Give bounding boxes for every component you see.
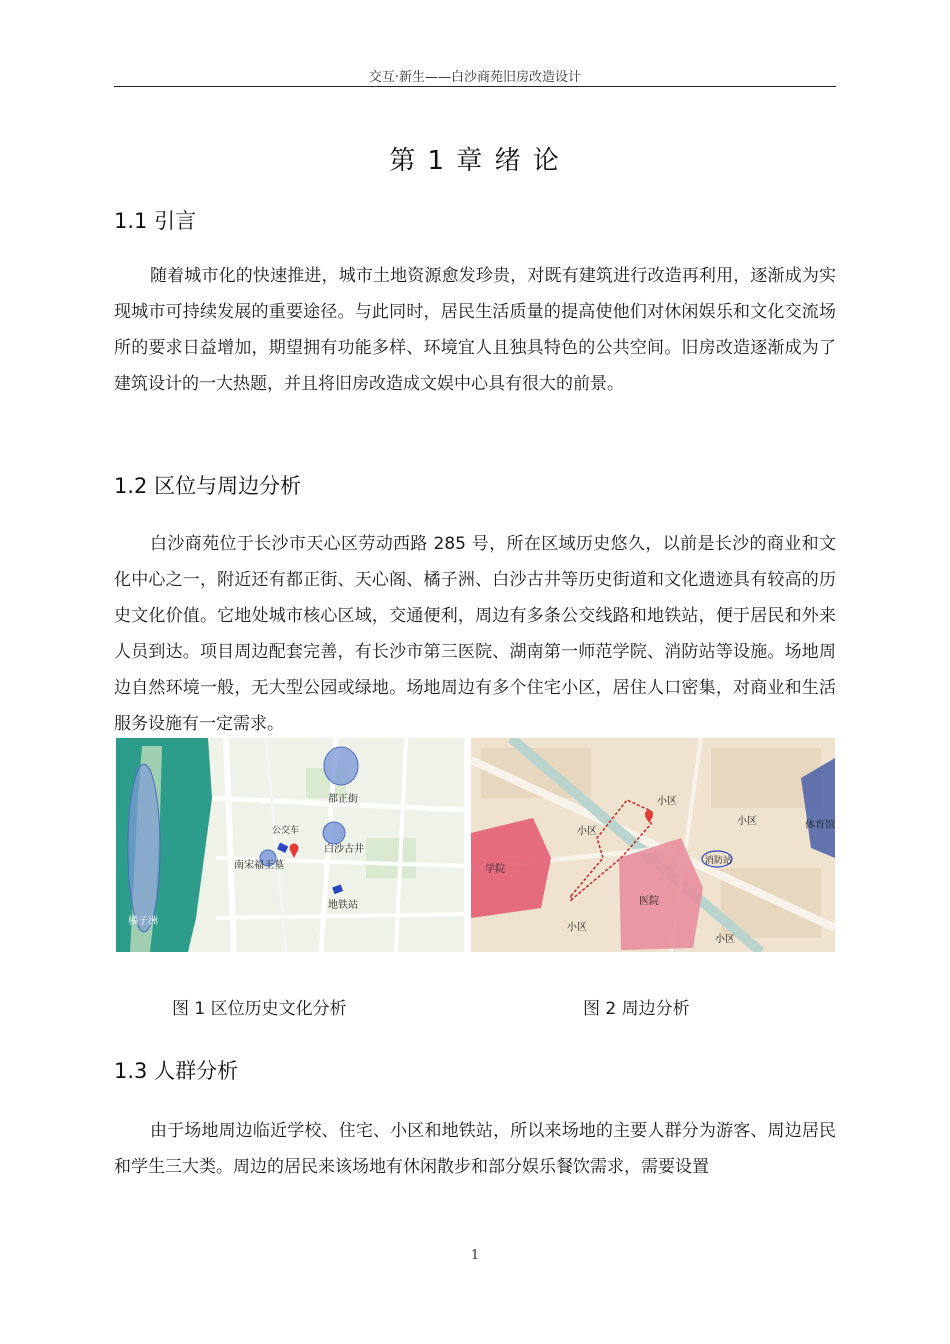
- label-xiaoqu-left: 小区: [577, 826, 597, 837]
- running-header: 交互·新生——白沙商苑旧房改造设计: [368, 70, 582, 85]
- header-rule: [114, 86, 836, 87]
- label-nansong-tomb: 南宋福王墓: [234, 860, 284, 871]
- section-heading-1-2: 1.2 区位与周边分析: [114, 474, 302, 498]
- paragraph-location-analysis: 白沙商苑位于长沙市天心区劳动西路 285 号，所在区域历史悠久，以前是长沙的商业和文化中心之一，附近还有都正街、天心阁、橘子洲、白沙古井等历史街道和文化遗迹具有较高的历史文化价值。它地处城市核心区域，交通便利，周边有多条公交线路和地铁站，便于居民和外来人员到达。项目周边配套完善，有长沙市第三医院、湖南第一师范学院、消防站等设施。场地周边自然环境一般，无大型公园或绿地。场地周边有多个住宅小区，居住人口密集，对商业和生活服务设施有一定需求。: [114, 534, 836, 734]
- juzizhou-highlight: [128, 764, 160, 932]
- label-school: 学院: [485, 864, 505, 875]
- chapter-title: 第 1 章 绪 论: [389, 146, 561, 176]
- section-heading-1-1: 1.1 引言: [114, 209, 197, 233]
- label-fire-station: 消防站: [705, 856, 733, 866]
- figure-1-map: [116, 738, 464, 952]
- figure-2-map: [471, 738, 835, 952]
- label-juzizhou: 橘子洲: [128, 916, 158, 927]
- school-zone: [471, 818, 551, 918]
- label-baisha-well: 白沙古井: [324, 844, 364, 855]
- label-bus: 公交车: [272, 826, 300, 836]
- section-heading-1-3: 1.3 人群分析: [114, 1059, 239, 1083]
- paragraph-crowd-analysis: 由于场地周边临近学校、住宅、小区和地铁站，所以来场地的主要人群分为游客、周边居民和学生三大类。周边的居民来该场地有休闲散步和部分娱乐餐饮需求，需要设置: [114, 1121, 836, 1177]
- duzhengjie-highlight: [324, 747, 358, 785]
- paragraph-introduction: 随着城市化的快速推进，城市土地资源愈发珍贵，对既有建筑进行改造再利用，逐渐成为实现城市可持续发展的重要途径。与此同时，居民生活质量的提高使他们对休闲娱乐和文化交流场所的要求日益增加，期望拥有功能多样、环境宜人且独具特色的公共空间。旧房改造逐渐成为了建筑设计的一大热题，并且将旧房改造成文娱中心具有很大的前景。: [114, 266, 836, 394]
- baisha-well-highlight: [323, 822, 345, 844]
- label-hospital: 医院: [639, 896, 659, 907]
- label-xiaoqu-top: 小区: [657, 796, 677, 807]
- figure-1-svg: [116, 738, 464, 952]
- green-area: [366, 838, 416, 878]
- page-number: 1: [470, 1248, 480, 1263]
- label-metro: 地铁站: [328, 900, 358, 911]
- label-xiaoqu-bottom-right: 小区: [715, 934, 735, 945]
- label-xiaoqu-bottom-left: 小区: [567, 922, 587, 933]
- label-duzhengjie: 都正街: [328, 794, 358, 805]
- figure-2-svg: [471, 738, 835, 952]
- figure-2-caption: 图 2 周边分析: [583, 999, 690, 1019]
- label-xiaoqu-right: 小区: [737, 816, 757, 827]
- figure-1-caption: 图 1 区位历史文化分析: [172, 999, 347, 1019]
- label-gym: 体育馆: [805, 820, 835, 831]
